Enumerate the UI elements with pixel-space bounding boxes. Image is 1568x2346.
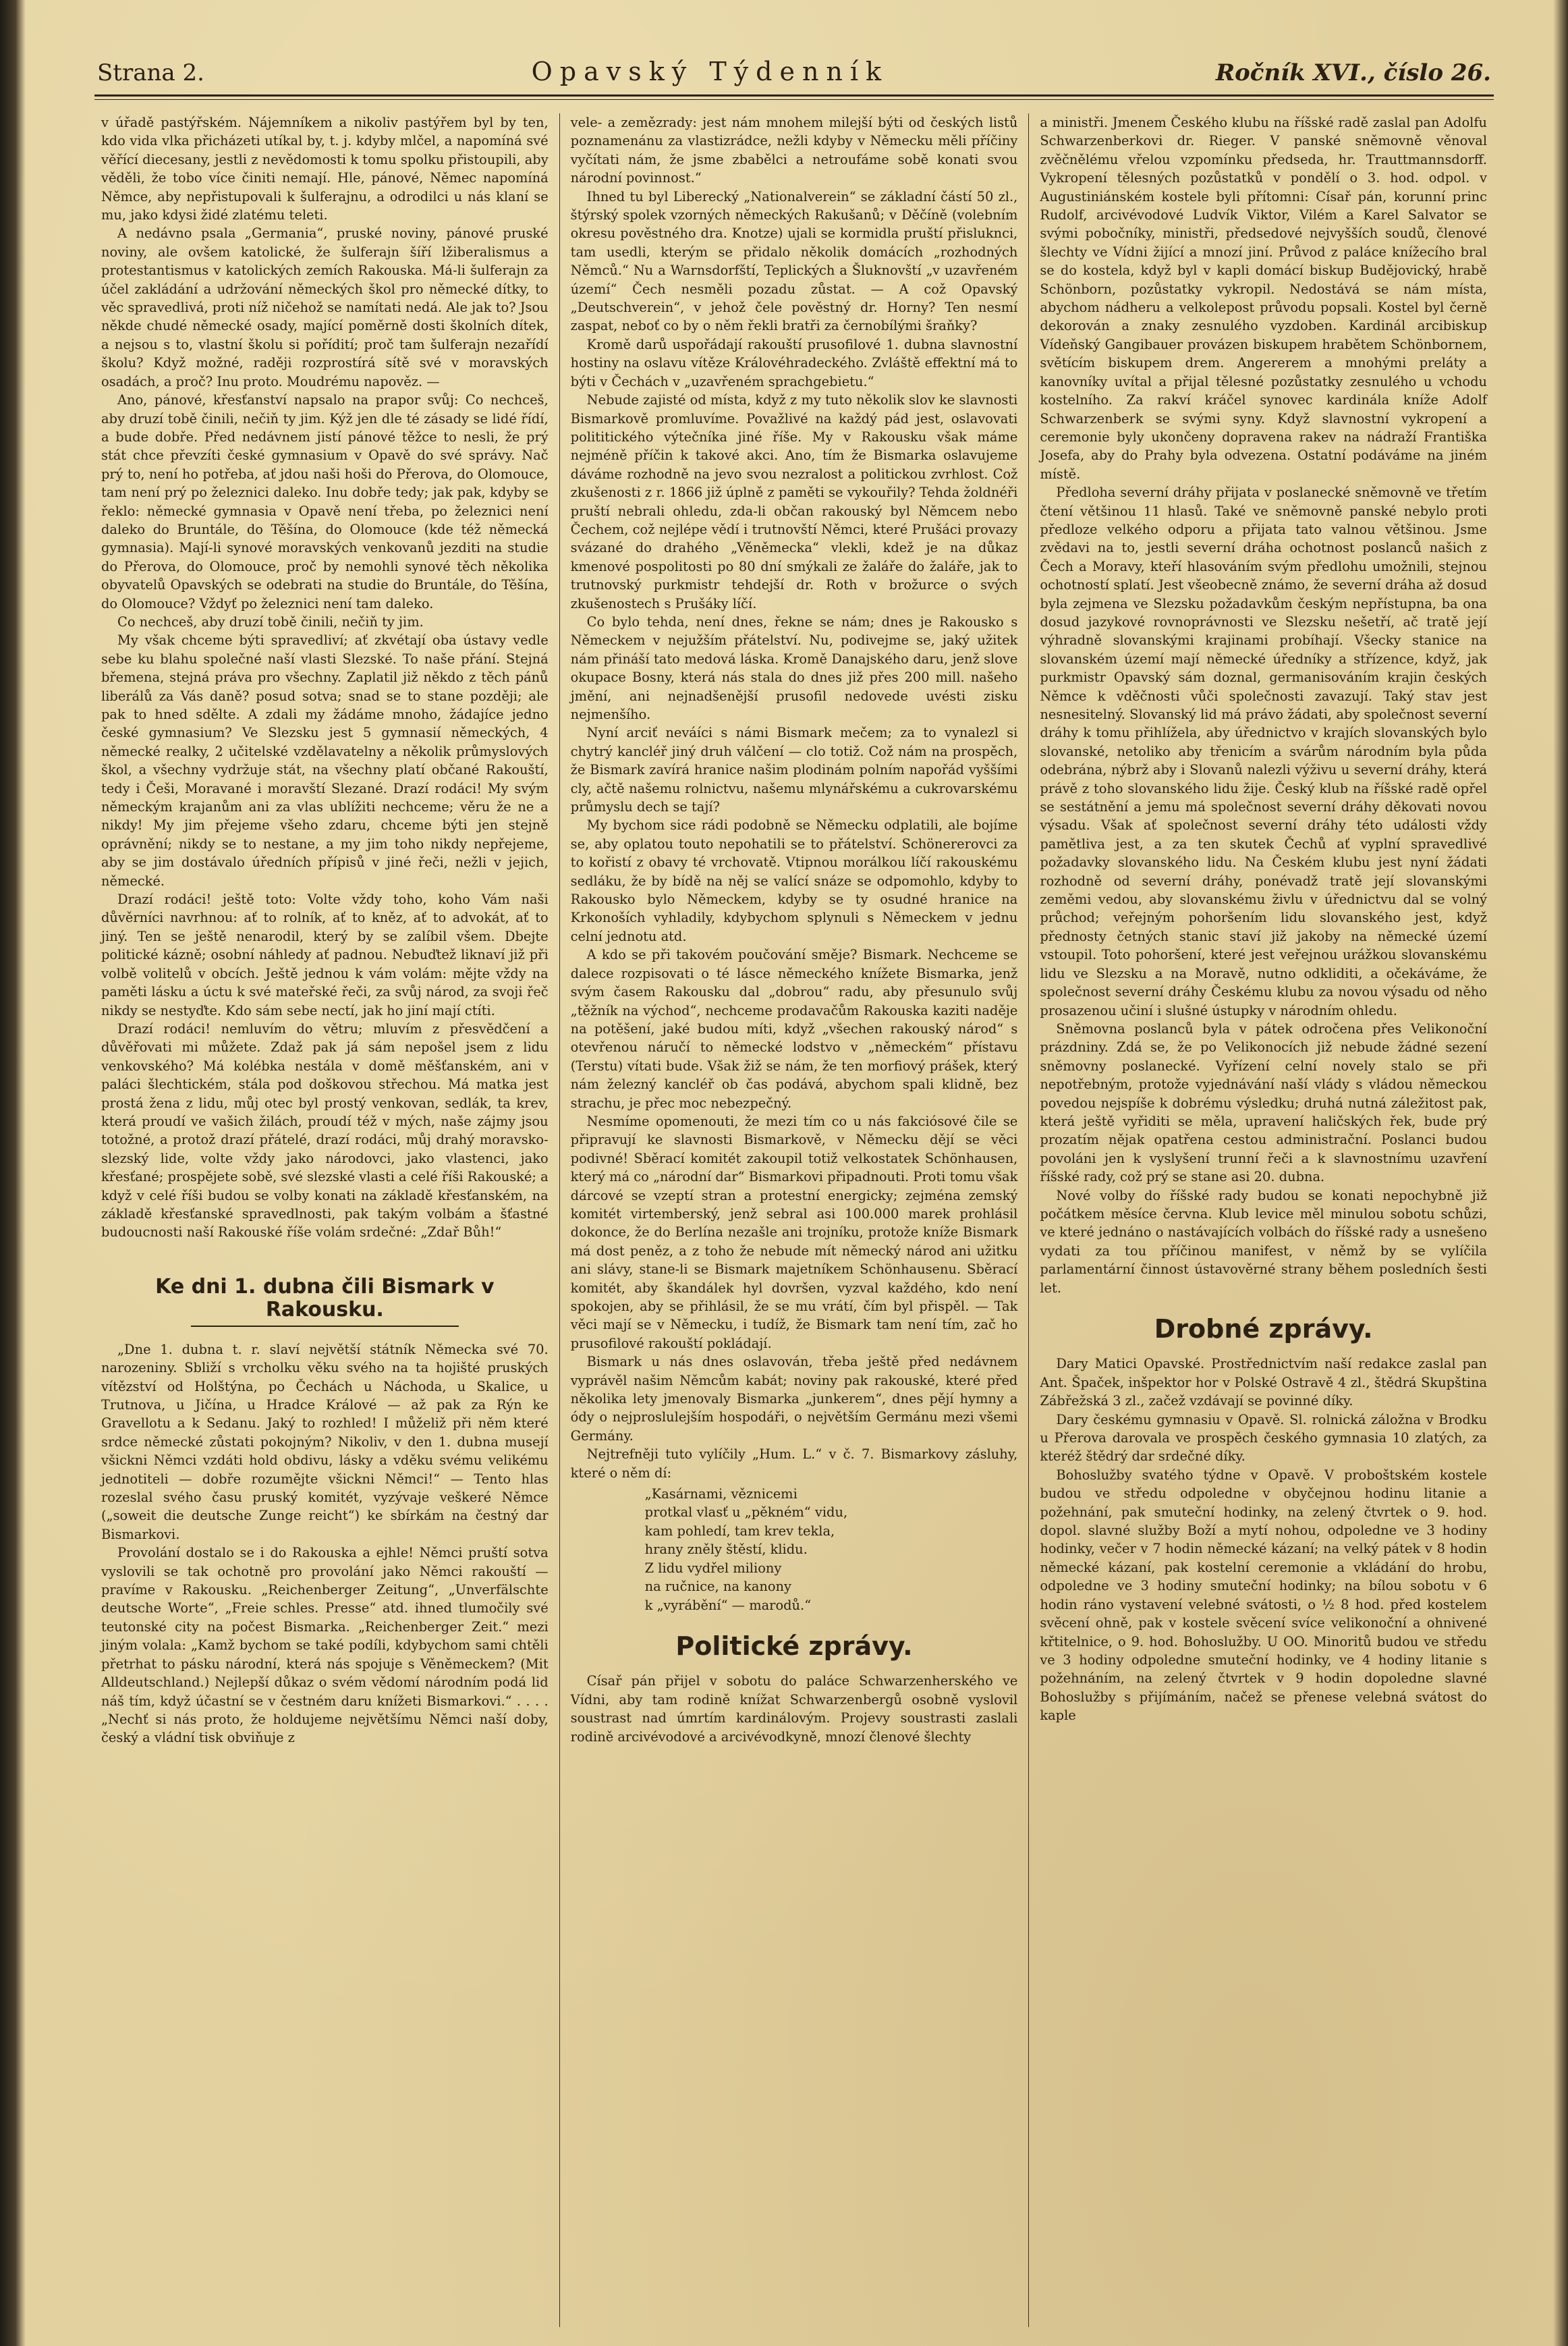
paragraph: A kdo se při takovém poučování směje? Bismark. Nechceme se dalece rozpisovati o té lásce německého knížete Bismarka, jenž svým časem Rakousku dal „dobrou“ radu, aby přesunulo svůj „těžník na východ“, nechceme prodavačům Rakouska kaziti naděje na potěšení, jaké budou míti, když „všechen rakouský národ“ s otevřenou náručí to německé lodstvo v „německém“ přístavu (Terstu) vítati bude. Však žiž se nám, že ten morfiový prášek, který nám železný kancléř ob čas podává, abychom spali klidně, bez strachu, je přec moc nebezpečný.	[570, 947, 1018, 1111]
paragraph: Drazí rodáci! ještě toto: Volte vždy toho, koho Vám naši důvěrníci navrhnou: ať to rolník, ať to kněz, ať to advokát, ať to jiný. Ten se ještě nenarodil, který by se zalíbil všem. Dbejte politické kázně; osobní náhledy ať padnou. Nebuďtež liknaví již při volbě volitelů v obcích. Ještě jednou k vám volám: mějte vždy na paměti lásku a úctu k své mateřské řeči, za svůj národ, za svoji řeč nikdy se nestyďte. Kdo sám sebe nectí, jak ho jiní mají ctíti.	[101, 892, 549, 1018]
poem-line: protkal vlasť u „pěkném“ vidu,	[644, 1504, 848, 1521]
column-separator	[559, 113, 560, 2327]
paragraph: Provolání dostalo se i do Rakouska a ejhle! Němci pruští sotva vyslovili se tak ochotně pro provolání jako Němci rakouští — pravíme v Rakousku. „Reichenberger Zeitung“, „Unverfälschte deutsche Worte“, „Freie schles. Presse“ atd. ihned tlumočily své teutonské city na počest Bismarka. „Reichenberger Zeit.“ mezi jiným volala: „Kamž bychom se také podíli, kdybychom sami chtěli přetrhat to pásku národní, která nás spojuje s Věněmeckem? (Mit Alldeutschland.) Nejlepší důkaz o svém vědomí národním podá lid náš tím, když účastní se v čestném daru knížeti Bismarkovi.“ . . . . „Nechť si nás proto, že holdujeme největšímu Němci naší doby, český a vládní tisk obviňuje z	[101, 1545, 549, 1746]
column-separator	[1028, 113, 1029, 2327]
poem-line: kam pohledí, tam krev tekla,	[644, 1523, 835, 1539]
paragraph: Předloha severní dráhy přijata v poslanecké sněmovně ve třetím čtení většinou 11 hlasů. Také ve sněmovně panské nebylo proti předloze velkého odporu a přijata tato valnou většinou. Jsme zvědavi na to, jestli severní dráha ochotnost poslanců našich z Čech a Moravy, kteří hlasováním svým předlohu umožnili, stejnou ochotností splatí. Jest všeobecně známo, že severní dráha až dosud byla zejmena ve Slezsku požadavkům českým nepřístupna, ba ona dosud jazykové rovnoprávnosti ve Slezsku nešetří, ač tratě její výhradně slovanskými krajinami probíhají. Všecky stanice na slovanském území mají německé úředníky a střízence, když, jak purkmistr Opavský sám doznal, germanisováním krajin českých Němce k vděčnosti vůči společnosti zavazují. Taký stav jest nesnesitelný. Slovanský lid má právo žádati, aby společnost severní dráhy k tomu přihlížela, aby úřednictvo v krajích slovanských bylo slovanské, netoliko aby třenicím a svárům národním byla půda odebrána, nýbrž aby i Slovanů nalezli výživu u severní dráhy, která právě z toho slovanského lidu žije. Český klub na říšské radě opřel se sestátnění a jemu má společnost severní dráhy děkovati novou výsadu. Však ať společnost severní dráhy této události vždy pamětliva jest, a za ten skutek Čechů ať vyplní spravedlivé požadavky slovanského lidu. Na Českém klubu jest nyní žádati rozhodně od severní dráhy, ponévadž tratě její slovanskými zeměmi vedou, aby slovanskému živlu v úřednictvu dal se volný průchod; veřejným pohoršením lidu slovanského jest, když přednosty četných stanic staví již jakoby na německé území vstoupil. Toto pohoršení, které jest veřejnou urážkou slovanskému lidu ve Slezsku a na Moravě, nutno odkliditi, a očekáváme, že společnost severní dráhy Českému klubu za novou výsadu od něho prosazenou učiní i slušné ústupky v národním ohledu.	[1040, 485, 1488, 1018]
paragraph: Co bylo tehda, není dnes, řekne se nám; dnes je Rakousko s Německem v nejužším přátelství. Nu, podivejme se, jaký užitek nám přináší tato medová láska. Kromě Danajského daru, jenž slove okupace Bosny, která nás stala do dnes již přes 200 mill. našeho jmění, ani nejnadšenější prusofil nedovede uvésti zisku nejmenšího.	[570, 613, 1018, 722]
paragraph: Bohoslužby svatého týdne v Opavě. V proboštském kostele budou ve středu odpoledne v obyčejnou hodinu litanie a požehnání, pak smuteční hodinky, na zelený čtvrtek o 9. hod. dopol. slavné služby Boží a mytí nohou, odpoledne ve 3 hodiny hodinky, večer v 7 hodin německé kázaní; na velký pátek v 8 hodin německé kázaní, pak kostelní ceremonie a vkládání do hrobu, odpoledne ve 3 hodiny smuteční hodinky; na bílou sobotu v 6 hodin ráno vystavení velebné svátosti, o ½ 8 hod. před kostelem svěcení ohně, pak v kostele svěcení svíce velikonoční a ohnivené křtitelnice, o 9. hod. Bohoslužby. U OO. Minoritů budou ve středu ve 3 hodiny odpoledne smuteční hodinky, ve 4 hodiny litanie s požehnáním, na zelený čtvrtek v 9 hodin dopoledne slavné Bohoslužby s přijímáním, načež se přenese velebná svátost do kaple	[1040, 1467, 1488, 1724]
paragraph: My bychom sice rádi podobně se Německu odplatili, ale bojíme se, aby oplatou touto nepohatili se to přátelství. Schönererovci za to kořistí z obavy té vrchovatě. Vtipnou morálkou líčí rakouskému sedláku, že by bídě na něj se valící snáze se odpomohlo, kdyby to Rakousko bylo Německem, kdyby se ty osudné hranice na Krkonoších vyhladily, kdybychom splynuli s Německem v jednu celní jednotu atd.	[570, 817, 1018, 944]
paragraph: Nové volby do říšské rady budou se konati nepochybně již počátkem měsíce června. Klub levice měl minulou sobotu schůzi, ve které jednáno o nastávajících volbách do říšské rady a usnešeno vydati za tou příčinou manifest, v němž by se vylíčila parlamentární činnost ústavověrné strany během posledních šesti let.	[1040, 1187, 1488, 1296]
masthead	[94, 57, 1494, 94]
scan-edge-left	[0, 0, 26, 2346]
paragraph: a ministři. Jmenem Českého klubu na říšské radě zaslal pan Adolfu Schwarzenberkovi dr. Rieger. V panské sněmovně věnoval zvěčnělému vřelou vzpomínku předseda, hr. Trauttmannsdorff. Vykropení tělesných pozůstatků v pondělí o 3. hod. odpol. v Augustiniánském kostele byli přítomni: Císař pán, korunní princ Rudolf, arcivévodové Ludvík Viktor, Vilém a Karel Salvator se svými pobočníky, ministři, předsedové nejvyšších soudů, členové šlechty ve Vídni žijící a mnozí jiní. Průvod z paláce knížecího bral se do kostela, když byl v kapli domácí biskup Budějovický, hrabě Schönborn, pozůstatky vykropil. Nedostává se nám místa, abychom nádheru a velkolepost průvodu popsali. Kostel byl černě dekorován a znaky zesnulého vyzdoben. Kardinál arcibiskup Vídeňský Gangibauer provázen biskupem hrabětem Schönbornem, světícím biskupem drem. Angererem a mnohými preláty a kanovníky uvítal a přijal tělesné pozůstatky zesnulého u vchodu kostelního. Za rakví kráčel synovec kardinála kníže Adolf Schwarzenberk se svými syny. Když slavnostní vykropení a ceremonie byly ukončeny dopravena rakev na nádraží Františka Josefa, aby do Prahy byla odvezena. Ostatní podáváme na jiném místě.	[1040, 115, 1488, 482]
paragraph: A nedávno psala „Germania“, pruské noviny, pánové pruské noviny, ale ovšem katolické, že šulferajn šíří lžiberalismus a protestantismus v katolických zemích Rakouska. Má-li šulferajn za účel zakládání a udržování německých škol pro německé dítky, to věc spravedlivá, proti níž ničehož se namítati nedá. Ale jak to? Jsou někde chudé německé osady, mající poměrně dosti školních dítek, a nejsou s to, vlastní školu si pořídití; proč tam šulferajn nezařídí školu? Když možné, raději rozprostírá sítě své v moravských osadách, a proč? Inu proto. Moudrému napověz. —	[101, 225, 549, 389]
paragraph: Dary Matici Opavské. Prostřednictvím naší redakce zaslal pan Ant. Špaček, inšpektor hor v Polské Ostravě 4 zl., štědrá Skupština Zábřežská 3 zl., začež vzdávají se povinné díky.	[1040, 1356, 1488, 1409]
column-1	[94, 113, 555, 2327]
column-3	[1033, 113, 1494, 2327]
masthead-rule-thin	[94, 99, 1494, 100]
issue-info: Ročník XVI., číslo 26.	[1215, 59, 1491, 86]
section-title-drobne: Drobné zprávy.	[1154, 1314, 1373, 1344]
scan-edge-right	[1553, 0, 1568, 2346]
paragraph: My však chceme býti spravedliví; ať zkvétají oba ústavy vedle sebe ku blahu společné naší vlasti Slezské. To naše přání. Stejná břemena, stejná práva pro všechny. Zaplatil již někdo z těch pánů liberálů za Vás daně? posud sotva; snad se to stane později; ale pak to hned sdělte. A zdali my žádáme mnoho, žádajíce jedno české gymnasium? Ve Slezsku jest 5 gymnasií německých, 4 německé realky, 2 učitelské vzdělavatelny a několik průmyslových škol, a všechny vydržuje stát, na všechny platí občané Rakouští, tedy i Češi, Moravané i moravští Slezané. Drazí rodáci! My svým německým krajanům ani za vlas ublížiti nechceme; věru že ne a nikdy! My jim přejeme všeho zdaru, chceme býti jen stejně oprávnění; nikdy se to nestane, a my jim toho nikdy nepřejeme, aby se jim dostávalo úředních přípisů v jiné řeči, nežli v jejich, německé.	[101, 632, 549, 889]
masthead-rule	[94, 94, 1494, 97]
paragraph: Drazí rodáci! nemluvím do větru; mluvím z přesvědčení a důvěřovati mi můžete. Zdaž pak já sám nepošel jsem z lidu venkovského? Má kolébka nestála v domě měšťanském, ani v paláci šlechtickém, stála pod doškovou střechou. Má matka jest prostá žena z lidu, můj otec byl prostý venkovan, sedlák, ta krev, která proudí ve vašich žilách, proudí též v mých, naše zájmy jsou totožné, a protož drazí přátelé, drazí rodáci, můj drahý moravsko-slezský lide, volte vždy jako národovci, jako vlastenci, jako křesťané; prospějete sobě, své slezské vlasti a celé říši Rakouské; a když v celé říši budou se volby konati na základě křesťanském, na základě křesťanské spravedlnosti, pak takým volbám a šťastné budoucnosti naší Rakouské říše volám srdečné: „Zdař Bůh!“	[101, 1020, 549, 1240]
section-title-politicke: Politické zprávy.	[675, 1631, 913, 1661]
paragraph: Bismark u nás dnes oslavován, třeba ještě před nedávnem vyprávěl našim Němcům kabát; noviny pak rakouské, které před několika lety jmenovaly Bismarka „junkerem“, dnes pějí hymny a ódy o nejproslulejším hospodáři, o největším Germánu mezi všemi Germány.	[570, 1354, 1018, 1444]
newspaper-title: Opavský Týdenník	[531, 57, 889, 86]
paragraph: Sněmovna poslanců byla v pátek odročena přes Velikonoční prázdniny. Zdá se, že po Velikonocích již nebude žádné sezení sněmovny poslanecké. Vyřízení celní novely stalo se při nepotřebným, protože vyjednávání naší vlády s vládou německou povedou nejspíše k dobrému výsledku; druhá nutná záležitost pak, která ještě vyřiditi se měla, upravení haličských řek, bude prý prozatím nějak opatřena cestou administrační. Poslanci budou povoláni jen k vyslyšení trunní řeči a k slavnostnímu uzavření říšské rady, což prý se stane asi 20. dubna.	[1040, 1020, 1488, 1185]
paragraph: Ano, pánové, křesťanství napsalo na prapor svůj: Co nechceš, aby druzí tobě činili, nečiň ty jim. Kýž jen dle té zásady se lidé řídí, a bude dobře. Před nedávnem jistí pánové těžce to nesli, že prý stát chce převzíti české gymnasium v Opavě do své správy. Nač prý to, není ho potřeba, ať jdou naši hoši do Přerova, do Olomouce, tam není prý po železnici daleko. Inu dobře tedy; jak pak, kdyby se řeklo: německé gymnasia v Opavě není třeba, po železnici není daleko do Bruntále, do Těšína, do Olomouce (kde též německá gymnasia). Mají-li synové moravských venkovanů jezditi na studie do Přerova, do Olomouce, proč by nemohli synové těch několika obyvatelů Opavských se odebrati na studie do Bruntále, do Těšína, do Olomouce? Vždyť po železnici není tam daleko.	[101, 392, 549, 611]
poem-line: na ručnice, na kanony	[644, 1579, 791, 1595]
paragraph: Nejtrefněji tuto vylíčily „Hum. L.“ v č. 7. Bismarkovy zásluhy, které o něm dí:	[570, 1446, 1018, 1481]
article-title-rule	[191, 1326, 459, 1327]
article-title: Ke dni 1. dubna čili Bismark v Rakousku.	[155, 1274, 495, 1321]
paragraph: Dary českému gymnasiu v Opavě. Sl. rolnická záložna v Brodku u Přerova darovala ve prospěch českého gymnasia 10 zlatých, za kteréž štědrý dar srdečné díky.	[1040, 1411, 1488, 1465]
poem-line: „Kasárnami, věznicemi	[644, 1486, 797, 1502]
paragraph: vele- a zemězrady: jest nám mnohem milejší býti od českých listů poznamenánu za vlastizrádce, nežli kdyby v Německu měli příčiny vyčítati nám, že jsme zbabělci a netroufáme sobě konati svou národní povinnost.“	[570, 115, 1018, 186]
paragraph: Ihned tu byl Liberecký „Nationalverein“ se základní částí 50 zl., štýrský spolek vzorných německých Rakušanů; v Děčíně (volebním okresu pověstného dra. Knotze) ujali se kormidla pruští přisluknci, tam usedli, kterým se přidalo několik domácích „rozhodných Němců.“ Nu a Warnsdorfští, Teplických a Šluknovští „v uzavřeném území“ Čech nesměli pozadu zůstat. — A což Opavský „Deutschverein“, v jehož čele pověstný dr. Horny? Ten nesmí zaspat, neboť co by o něm řekli bratři za černobílými šraňky?	[570, 188, 1018, 334]
poem-line: hrany zněly štěstí, klidu.	[644, 1542, 808, 1558]
paragraph: v úřadě pastýřském. Nájemníkem a nikoliv pastýřem byl by ten, kdo vida vlka přicházeti utíkal by, t. j. kdyby mlčel, a napomíná své věřící diecesany, jestli z nevědomosti k tomu spolku přistoupili, aby věděli, že tobo více činiti nemají. Hle, pánové, Němec napomíná Němce, aby nepřistupovali k šulferajnu, a odrodilci u nás klaní se mu, jako kdysi židé zlatému teleti.	[101, 115, 549, 223]
paragraph: Kromě darů uspořádají rakouští prusofilové 1. dubna slavnostní hostiny na oslavu vítěze Královéhradeckého. Zvláště effektní má to býti v Čechách v „uzavřeném sprachgebietu.“	[570, 336, 1018, 389]
paragraph: Nebude zajisté od místa, když z my tuto několik slov ke slavnosti Bismarkově promluvíme. Považlivé na každý pád jest, oslavovati polititického výtečníka jiné říše. My v Rakousku však máme nejméně příčin k takové akci. Ano, tím že Bismarka oslavujeme dáváme rozhodně na jevo svou nezralost a politickou zvrhlost. Což zkušenosti z r. 1866 již úplně z paměti se vykouřily? Tehda žoldnéři pruští nebrali ohledu, zda-li občan rakouský byl Němcem nebo Čechem, což nejlépe vědí i trutnovští Němci, které Prušáci provazy svázané do drahého „Věněmecka“ vlekli, kdež je na důkaz kmenové pospolitosti po 80 dní smýkali ze žaláře do žaláře, jak to trutnovský purkmistr tehdejší dr. Roth v brožurce o svých zkušenostech s Prušáky líčí.	[570, 392, 1018, 611]
paragraph: Císař pán přijel v sobotu do paláce Schwarzenherského ve Vídni, aby tam rodině knížat Schwarzenbergů osobně vyslovil soustrast nad úmrtím kardinálovým. Projevy soustrasti zaslali rodině arcivévodové a arcivévodkyně, mnozí členové šlechty	[570, 1673, 1018, 1745]
poem	[645, 1485, 1018, 1614]
poem-line: k „vyrábění“ — marodů.“	[644, 1597, 812, 1613]
column-2	[564, 113, 1025, 2327]
page-number: Strana 2.	[97, 59, 204, 86]
paragraph: „Dne 1. dubna t. r. slaví největší státník Německa své 70. narozeniny. Sbliží s vrcholku věku svého na ta hojišté pruských vítězství od Holštýna, po Čechách u Náchoda, u Skalice, u Trutnova, u Jičína, u Hradce Králové — až pak za Rýn ke Gravellotu a k Sedanu. Jaký to rozhled! I můželiž při něm které srdce německé zůstati pokojným? Nikoliv, v den 1. dubna musejí všickni Němci vzdáti hold obdivu, lásky a vděku svému velikému jednotiteli — dobře rozumějte všickni Němci!“ — Tento hlas rozeslal svého času pruský komitét, vyzývaje veškeré Němce („soweit die deutsche Zunge reicht“) ke sbírkám na čestný dar Bismarkovi.	[101, 1341, 549, 1542]
columns	[94, 113, 1494, 2327]
paragraph: Nesmíme opomenouti, že mezi tím co u nás fakciósové čile se připravují ke slavnosti Bismarkově, v Německu dějí se věci podivné! Sběrací komitét zakoupil totiž velkostatek Schönhausen, který má co „národní dar“ Bismarkovi připadnouti. Proti tomu však dárcové se vzeptí stran a protestní energicky; zejména zemský komitét virtemberský, jenž sebral asi 100.000 marek prohlásil dokonce, že do Berlína nezašle ani trojníku, protože kníže Bismark má dost peněz, a z toho že nebude mít německý národ ani užitku ani slávy, stane-li se Bismark majetníkem Schönhausenu. Sběrací komitét, aby škandálek hyl dovršen, vyzval každého, kdo není spokojen, aby se přihlásil, že se mu vrátí, čím byl přispěl. — Tak věci mají se v Německu, i tudíž, že Bismark tam není tím, zač ho prusofilové rakouští pokládají.	[570, 1113, 1018, 1351]
paragraph: Co nechceš, aby druzí tobě činili, nečiň ty jim.	[117, 613, 424, 630]
poem-line: Z lidu vydřel miliony	[644, 1560, 782, 1576]
paragraph: Nyní arciť neváíci s námi Bismark mečem; za to vynalezl si chytrý kancléř jiný druh válčení — clo totiž. Což nám na prospěch, že Bismark zavírá hranice našim plodinám polním napořád vyššími cly, ačtě našemu rolnictvu, našemu mlynářskému a cukrovarskému průmyslu dech se tají?	[570, 725, 1018, 815]
